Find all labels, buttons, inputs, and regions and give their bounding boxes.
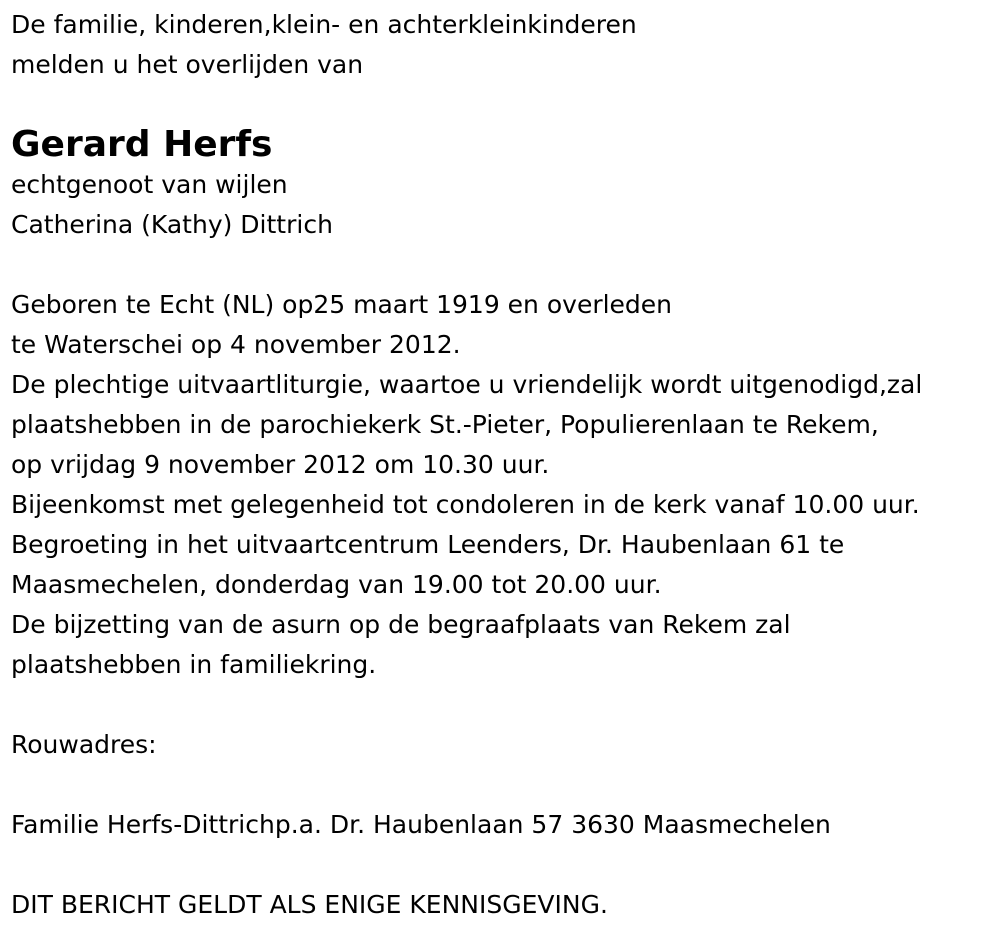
detail-line-birth: Geboren te Echt (NL) op25 maart 1919 en overleden — [11, 290, 673, 319]
detail-line-death: te Waterschei op 4 november 2012. — [11, 330, 461, 359]
detail-line-church: plaatshebben in de parochiekerk St.-Pieter, Populierenlaan te Rekem, — [11, 410, 879, 439]
detail-line-date: op vrijdag 9 november 2012 om 10.30 uur. — [11, 450, 550, 479]
spouse-line-2: Catherina (Kathy) Dittrich — [11, 210, 333, 239]
deceased-name: Gerard Herfs — [11, 124, 273, 165]
detail-line-liturgy: De plechtige uitvaartliturgie, waartoe u vriendelijk wordt uitgenodigd,zal — [11, 370, 923, 399]
detail-line-family: plaatshebben in familiekring. — [11, 650, 377, 679]
detail-line-urn: De bijzetting van de asurn op de begraafplaats van Rekem zal — [11, 610, 791, 639]
detail-line-greeting: Begroeting in het uitvaartcentrum Leenders, Dr. Haubenlaan 61 te — [11, 530, 845, 559]
footer-notice: DIT BERICHT GELDT ALS ENIGE KENNISGEVING. — [11, 890, 608, 919]
address-label: Rouwadres: — [11, 730, 157, 759]
intro-line-2: melden u het overlijden van — [11, 50, 364, 79]
address-value: Familie Herfs-Dittrichp.a. Dr. Haubenlaan 57 3630 Maasmechelen — [11, 810, 831, 839]
detail-line-greeting-time: Maasmechelen, donderdag van 19.00 tot 20.00 uur. — [11, 570, 662, 599]
spouse-line-1: echtgenoot van wijlen — [11, 170, 288, 199]
detail-line-condolence: Bijeenkomst met gelegenheid tot condoleren in de kerk vanaf 10.00 uur. — [11, 490, 920, 519]
intro-line-1: De familie, kinderen,klein- en achterkleinkinderen — [11, 10, 637, 39]
death-notice — [11, 5, 996, 925]
